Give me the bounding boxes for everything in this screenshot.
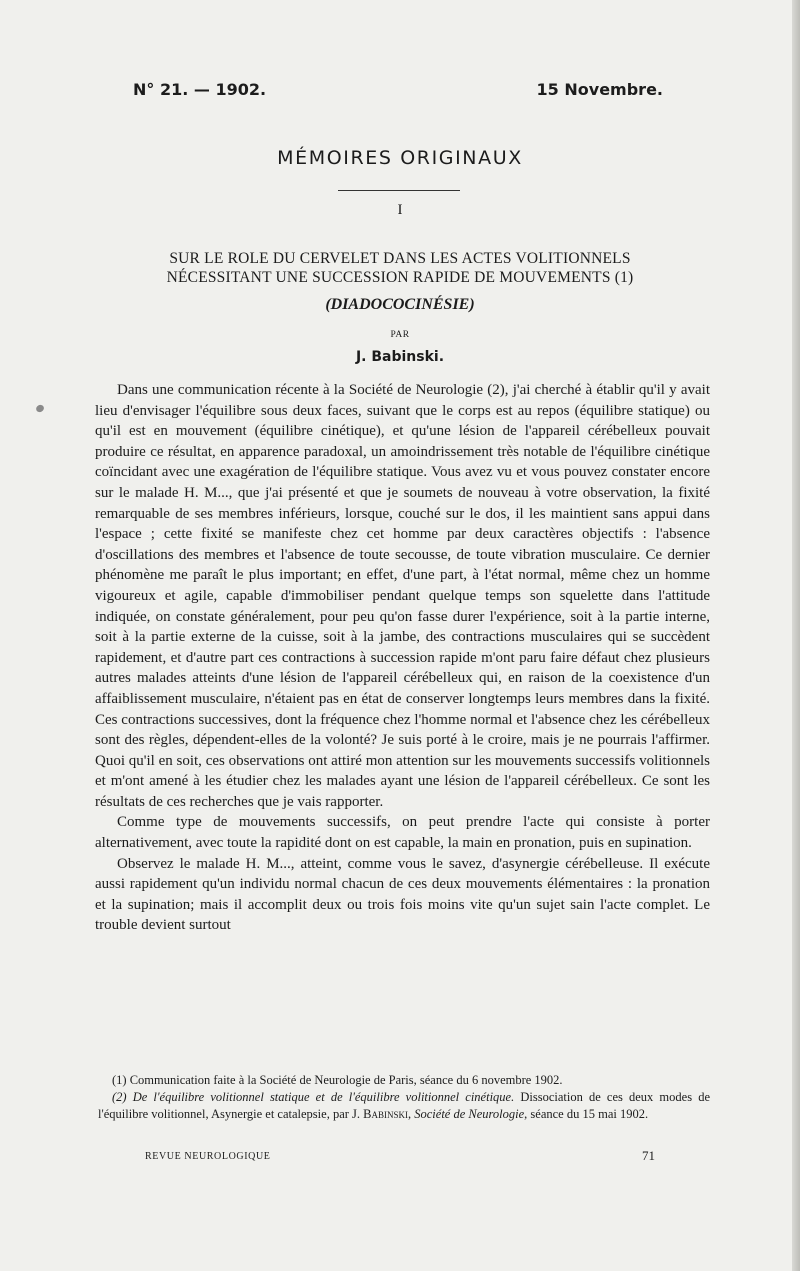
article-title-line-1: SUR LE ROLE DU CERVELET DANS LES ACTES VOLITIONNELS bbox=[169, 250, 631, 267]
article-body bbox=[95, 380, 710, 936]
by-label: PAR bbox=[390, 330, 410, 340]
body-paragraph-1: Dans une communication récente à la Société de Neurologie (2), j'ai cherché à établir qu'il y avait lieu d'envisager l'équilibre sous deux faces, suivant que le corps est au repos (équilibre statique) ou qu'il est en mouvement (équilibre cinétique), et qu'une lésion de l'appareil cérébelleux pouvait produire ce résultat, en apparence paradoxal, un amoindrissement très notable de l'équilibre cinétique coïncidant avec une exagération de l'équilibre statique. Vous avez vu et vous pouvez constater encore sur le malade H. M..., que j'ai présenté et que je soumets de nouveau à votre observation, la fixité remarquable de ses membres inférieurs, lorsque, couché sur le dos, il les maintient sans appui dans l'espace ; cette fixité se manifeste chez cet homme par deux caractères objectifs : l'absence d'oscillations des membres et l'absence de toute secousse, de toute vibration musculaire. Ce dernier phénomène me paraît le plus important; en effet, d'une part, à l'état normal, même chez un homme vigoureux et agile, capable d'immobiliser pendant quelque temps son squelette dans l'attitude indiquée, on constate généralement, pour peu qu'on fasse durer l'expérience, soit à la partie interne, soit à la partie externe de la cuisse, soit à la jambe, des contractions musculaires qui se succèdent rapidement, et d'autre part ces contractions à succession rapide m'ont paru faire défaut chez plusieurs autres malades atteints d'une lésion de l'appareil cérébelleux qui, en raison de la coexistence d'un affaiblissement musculaire, n'étaient pas en état de conserver longtemps leurs membres dans la fixité. Ces contractions successives, dont la fréquence chez l'homme normal et l'absence chez les cérébelleux sont des règles, dépendent-elles de la volonté? Je suis porté à le croire, mais je ne pourrais l'affirmer. Quoi qu'il en soit, ces observations ont attiré mon attention sur les mouvements successifs volitionnels et m'ont amené à les étudier chez les malades ayant une lésion de l'appareil cérébelleux. Ce sont les résultats de ces recherches que je vais rapporter. bbox=[95, 382, 710, 810]
footnote-2 bbox=[98, 1089, 710, 1123]
running-header bbox=[133, 80, 663, 106]
page-footer bbox=[145, 1148, 655, 1168]
journal-name: REVUE NEUROLOGIQUE bbox=[145, 1151, 271, 1162]
footnotes bbox=[98, 1072, 710, 1123]
page-edge-shadow bbox=[792, 0, 800, 1271]
footnote-1: (1) Communication faite à la Société de Neurologie de Paris, séance du 6 novembre 1902. bbox=[112, 1073, 563, 1087]
article-subtitle: (DIADOCOCINÉSIE) bbox=[325, 296, 475, 313]
footnote-2-title: (2) De l'équilibre volitionnel statique et de l'équilibre volitionnel cinétique. bbox=[112, 1090, 515, 1104]
footnote-2-journal: Société de Neurologie bbox=[414, 1107, 525, 1121]
footnote-2-separator: , bbox=[408, 1107, 415, 1121]
margin-ink-mark bbox=[35, 403, 45, 413]
issue-date: 15 Novembre. bbox=[536, 80, 663, 99]
page-number: 71 bbox=[642, 1148, 655, 1163]
author-name: J. Babinski. bbox=[355, 349, 445, 365]
footnote-2-end: , séance du 15 mai 1902. bbox=[524, 1107, 649, 1121]
article-number: I bbox=[397, 202, 403, 218]
article-title-line-2: NÉCESSITANT UNE SUCCESSION RAPIDE DE MOUVEMENTS (1) bbox=[166, 269, 634, 286]
body-paragraph-3: Observez le malade H. M..., atteint, comme vous le savez, d'asynergie cérébelleuse. Il exécute aussi rapidement qu'un individu normal chacun de ces deux mouvements élémentaires : la pronation et la supination; mais il accomplit deux ou trois fois moins vite qu'un sujet sain l'acte complet. Le trouble devient surtout bbox=[95, 855, 710, 934]
title-divider bbox=[338, 190, 460, 191]
article-title bbox=[110, 249, 690, 287]
footnote-2-author: Babinski bbox=[363, 1107, 408, 1121]
body-paragraph-2: Comme type de mouvements successifs, on peut prendre l'acte qui consiste à porter alternativement, avec toute la rapidité dont on est capable, la main en pronation, puis en supination. bbox=[95, 814, 710, 852]
footnote-2-text: Dissociation de ces deux modes de l'équilibre volitionnel, Asynergie et catalepsie, par J. bbox=[98, 1090, 710, 1121]
section-title: MÉMOIRES ORIGINAUX bbox=[277, 147, 523, 169]
issue-number: N° 21. — 1902. bbox=[133, 80, 267, 99]
